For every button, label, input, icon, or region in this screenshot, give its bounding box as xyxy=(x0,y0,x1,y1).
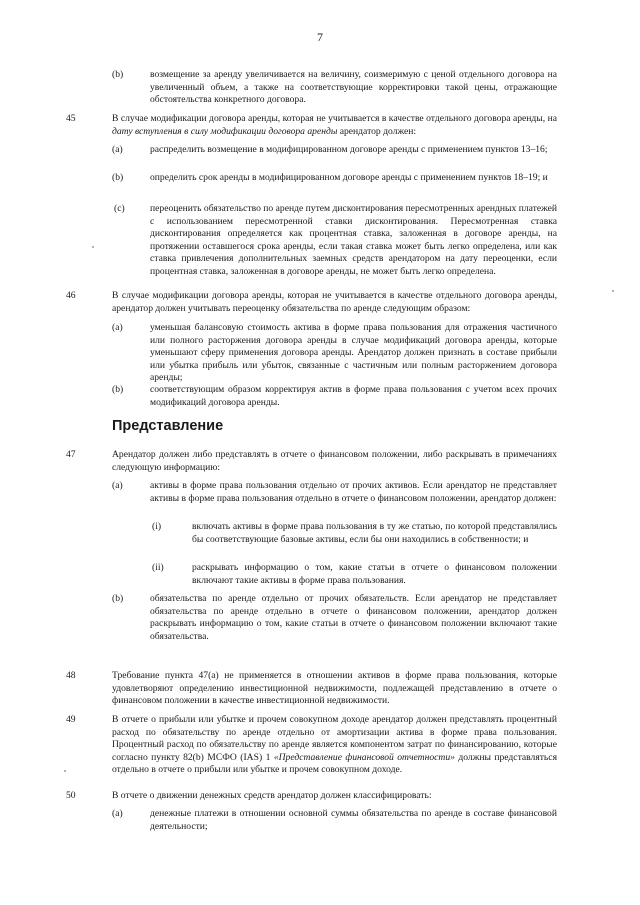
scan-speck xyxy=(612,290,614,292)
item-text: обязательства по аренде отдельно от прочих обязательств. Если арендатор не представляет обязательства по аренде отдельно в отчете о финансовом положении, арендатор должен раскрывать информацию о том, какие статьи в отчете о финансовом положении включают такие обязательства. xyxy=(150,593,557,642)
item-label: (b) xyxy=(112,172,124,183)
paragraph-number: 46 xyxy=(66,290,76,301)
item-text: возмещение за аренду увеличивается на величину, соизмеримую с ценой отдельного договора на увеличенный объем, а также на соответствующие корректировки такой цены, отражающие обстоятельства конкретного договора. xyxy=(150,69,557,106)
paragraph-number: 49 xyxy=(66,714,76,725)
subitem-text: включать активы в форме права пользования в ту же статью, по которой представлялись бы соответствующие базовые активы, если бы они находились в собственности; и xyxy=(192,521,557,545)
item-text: распределить возмещение в модифицированном договоре аренды с применением пунктов 13–16; xyxy=(150,144,548,155)
item-label: (b) xyxy=(112,384,124,395)
item-text: активы в форме права пользования отдельно от прочих активов. Если арендатор не представляет активы в форме права пользования отдельно в отчете о финансовом положении, арендатор должен: xyxy=(150,480,557,504)
paragraph-text: В отчете о движении денежных средств арендатор должен классифицировать: xyxy=(112,790,432,801)
paragraph-text: В случае модификации договора аренды, которая не учитывается в качестве отдельного договора аренды, на дату вступления в силу модификации договора аренды арендатор должен: xyxy=(112,113,557,137)
paragraph-text: В случае модификации договора аренды, которая не учитывается в качестве отдельного договора аренды, арендатор должен учитывать переоценку обязательства по аренде следующим образом: xyxy=(112,290,557,314)
item-text: уменьшая балансовую стоимость актива в форме права пользования для отражения частичного или полного расторжения договора аренды в случае модификаций договора аренды, которые уменьшают сферу применения договора аренды. Арендатор должен признать в составе прибыли или убытка прибыль или убыток, связанные с частичным или полным расторжением договора аренды; xyxy=(150,322,557,384)
item-text: определить срок аренды в модифицированном договоре аренды с применением пунктов 18–19; и xyxy=(150,172,548,183)
section-heading: Представление xyxy=(112,418,224,434)
page-number: 7 xyxy=(317,30,323,44)
item-label: (a) xyxy=(112,322,123,333)
item-label: (b) xyxy=(112,69,124,80)
subitem-label: (i) xyxy=(152,521,162,532)
scan-speck xyxy=(64,770,66,772)
paragraph-text: Арендатор должен либо представлять в отчете о финансовом положении, либо раскрывать в примечаниях следующую информацию: xyxy=(112,449,557,473)
item-label: (c) xyxy=(114,203,125,214)
item-label: (a) xyxy=(112,480,123,491)
paragraph-text: Требование пункта 47(a) не применяется в отношении активов в форме права пользования, которые удовлетворяют определению инвестиционной недвижимости, подлежащей представлению в отчете о финансовом положении в качестве инвестиционной недвижимости. xyxy=(112,670,557,707)
paragraph-number: 45 xyxy=(66,113,76,124)
scan-speck xyxy=(92,246,94,248)
item-label: (a) xyxy=(112,144,123,155)
item-text: соответствующим образом корректируя актив в форме права пользования с учетом всех прочих модификаций договора аренды. xyxy=(150,384,557,408)
paragraph-text: В отчете о прибыли или убытке и прочем совокупном доходе арендатор должен представлять процентный расход по обязательству по аренде отдельно от амортизации актива в форме права пользования. Процентный расход по обязательству по аренде является компонентом затрат по финансированию, которые согласно пункту 82(b) МСФО (IAS) 1 «Представление финансовой отчетности» должны представляться отдельно в отчете о прибыли или убытке и прочем совокупном доходе. xyxy=(112,714,557,776)
paragraph-number: 50 xyxy=(66,790,76,801)
subitem-text: раскрывать информацию о том, какие статьи в отчете о финансовом положении включают такие активы в форме права пользования. xyxy=(192,562,557,586)
item-text: переоценить обязательство по аренде путем дисконтирования пересмотренных арендных платежей с использованием пересмотренной ставки дисконтирования. Пересмотренная ставка дисконтирования определяется как процентная ставка, заложенная в договоре аренды, на протяжении оставшегося срока аренды, если такая ставка может быть легко определена, или как ставка привлечения дополнительных заемных средств арендатором на дату переоценки, если процентная ставка, заложенная в договоре аренды, не может быть легко определена. xyxy=(150,203,557,277)
subitem-label: (ii) xyxy=(152,562,164,573)
paragraph-number: 47 xyxy=(66,449,76,460)
item-label: (b) xyxy=(112,593,124,604)
item-text: денежные платежи в отношении основной суммы обязательства по аренде в составе финансовой деятельности; xyxy=(150,808,557,832)
item-label: (a) xyxy=(112,808,123,819)
paragraph-number: 48 xyxy=(66,670,76,681)
